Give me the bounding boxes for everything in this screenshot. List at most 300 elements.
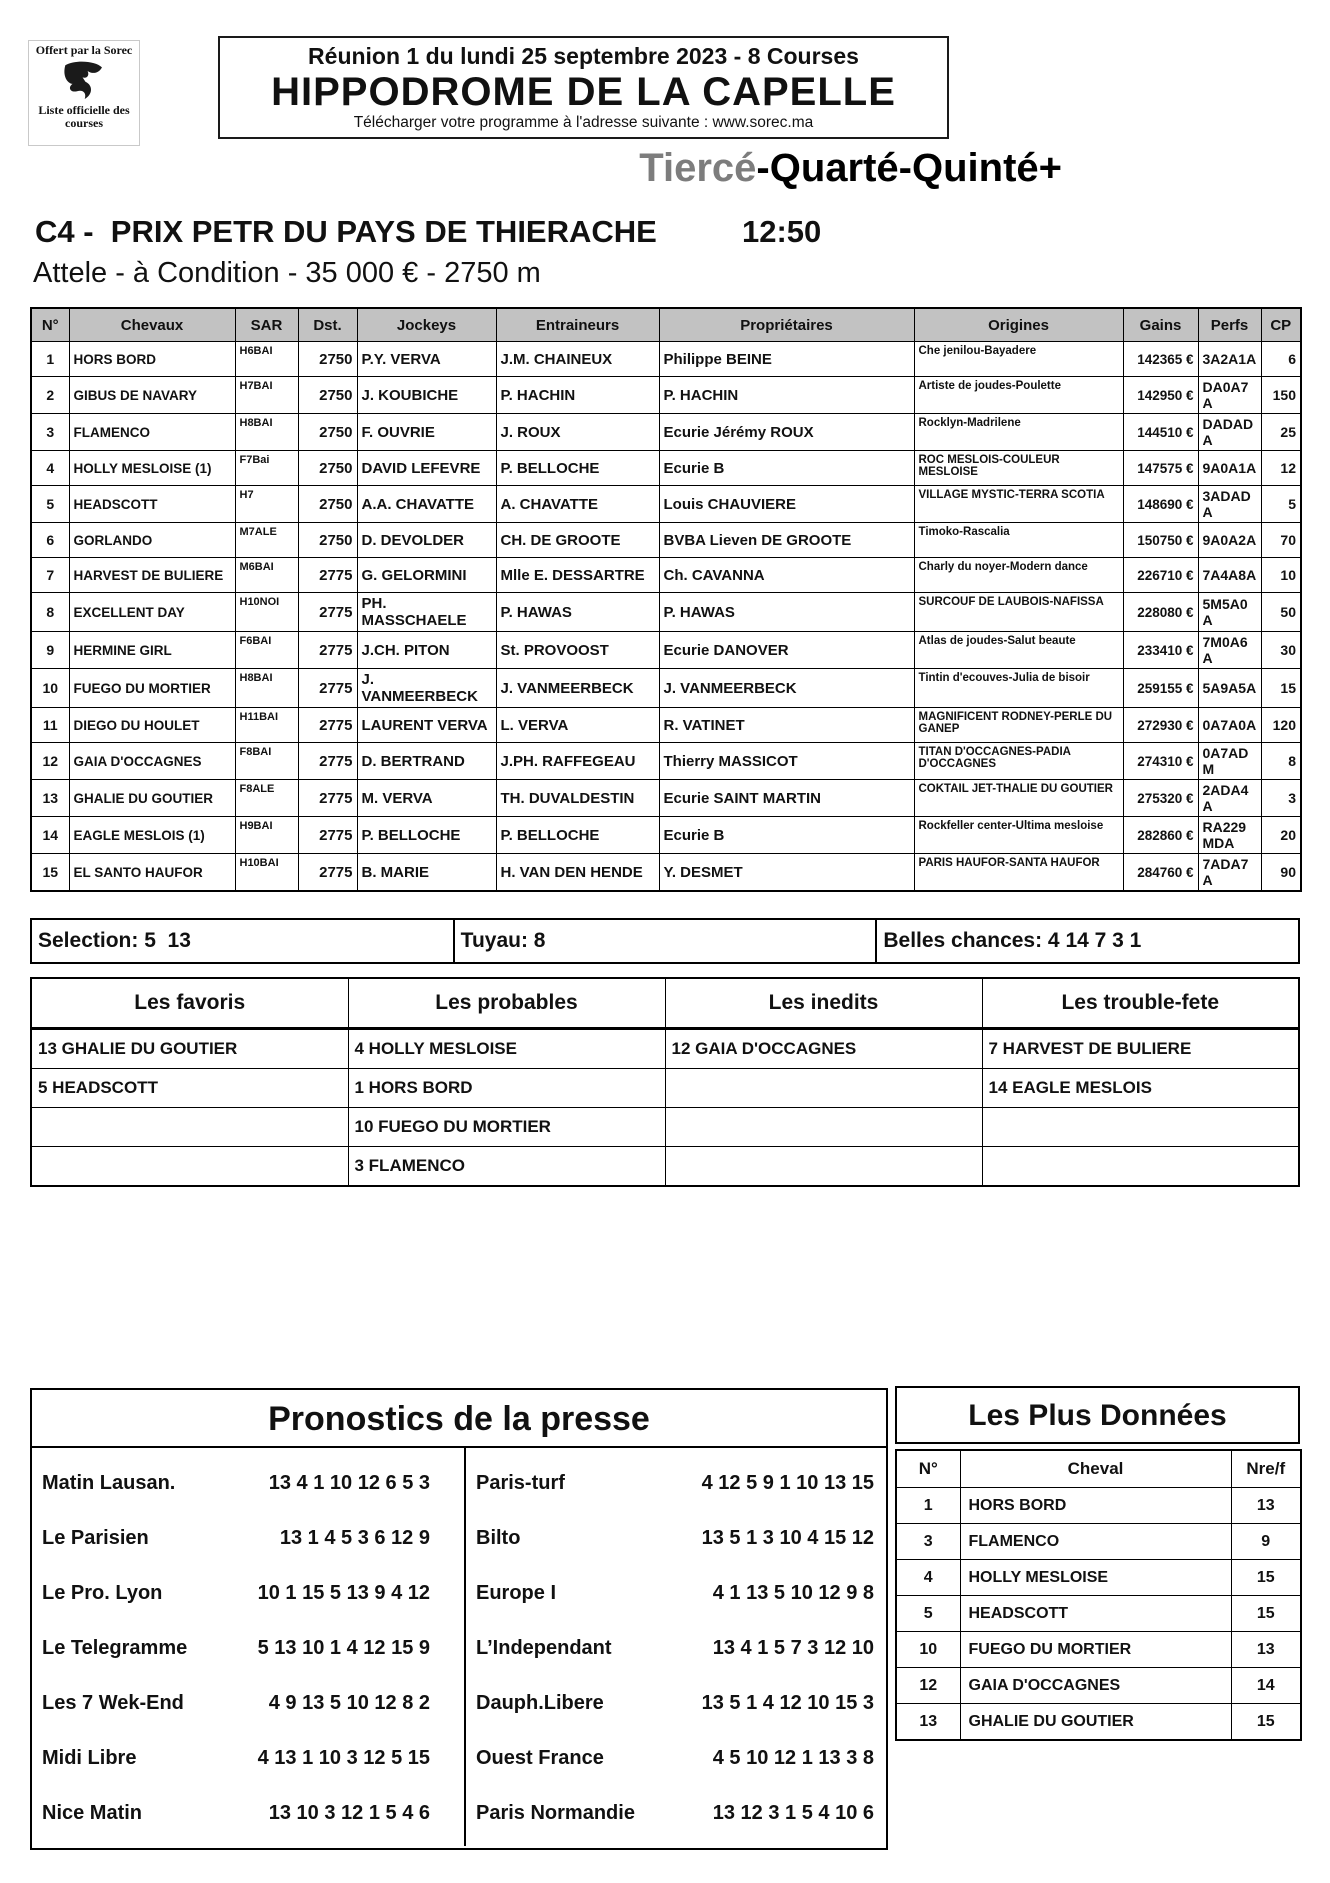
table-cell: RA229MDA — [1198, 817, 1261, 854]
table-row — [31, 708, 1301, 743]
horses-header-row — [31, 308, 1301, 342]
col-header-num: N° — [896, 1450, 960, 1488]
table-cell: 5 — [1261, 486, 1301, 523]
table-cell: EAGLE MESLOIS (1) — [69, 817, 235, 854]
table-cell: 15 — [1231, 1704, 1301, 1741]
table-cell: GIBUS DE NAVARY — [69, 377, 235, 414]
press-picks-numbers: 13 10 3 12 1 5 4 6 — [268, 1802, 430, 1824]
table-cell: H9BAI — [235, 817, 298, 854]
table-row — [31, 414, 1301, 451]
table-cell: 284760 € — [1123, 854, 1198, 892]
table-cell: 3 — [896, 1524, 960, 1560]
table-cell: L. VERVA — [496, 708, 659, 743]
table-cell: Louis CHAUVIERE — [659, 486, 914, 523]
table-cell: GORLANDO — [69, 523, 235, 558]
table-cell: Ch. CAVANNA — [659, 558, 914, 593]
table-cell: 4 — [31, 451, 69, 486]
press-row — [32, 1731, 464, 1786]
table-cell: 2750 — [298, 342, 357, 377]
plus-donnees-box — [895, 1386, 1300, 1741]
table-cell: 150750 € — [1123, 523, 1198, 558]
press-source-name: Dauph.Libere — [476, 1692, 604, 1714]
table-cell: HORS BORD — [960, 1488, 1231, 1524]
race-time: 12:50 — [742, 214, 822, 249]
plus-header-row — [896, 1450, 1301, 1488]
table-cell: GAIA D'OCCAGNES — [960, 1668, 1231, 1704]
table-cell: 6 — [1261, 342, 1301, 377]
table-cell: 142365 € — [1123, 342, 1198, 377]
table-cell: 2775 — [298, 669, 357, 708]
table-cell: 228080 € — [1123, 593, 1198, 632]
table-cell: 9A0A2A — [1198, 523, 1261, 558]
press-columns — [32, 1448, 886, 1846]
table-cell: 50 — [1261, 593, 1301, 632]
table-cell: 0A7A0A — [1198, 708, 1261, 743]
table-cell: H11BAI — [235, 708, 298, 743]
press-picks-numbers: 4 12 5 9 1 10 13 15 — [701, 1472, 874, 1494]
table-cell: H6BAI — [235, 342, 298, 377]
table-cell: 10 — [31, 669, 69, 708]
press-row — [32, 1566, 464, 1621]
table-cell: 10 — [896, 1632, 960, 1668]
table-cell: DAVID LEFEVRE — [357, 451, 496, 486]
race-title: C4 - PRIX PETR DU PAYS DE THIERACHE — [35, 214, 657, 249]
press-column-left — [32, 1448, 466, 1846]
table-cell: Ecurie B — [659, 451, 914, 486]
table-cell: 10 — [1261, 558, 1301, 593]
table-cell: R. VATINET — [659, 708, 914, 743]
table-cell: J.M. CHAINEUX — [496, 342, 659, 377]
press-source-name: Midi Libre — [42, 1747, 137, 1769]
table-cell: F8ALE — [235, 780, 298, 817]
table-cell: PH. MASSCHAELE — [357, 593, 496, 632]
table-row — [31, 780, 1301, 817]
table-cell: A. CHAVATTE — [496, 486, 659, 523]
table-cell: J. VANMEERBECK — [659, 669, 914, 708]
table-cell: PARIS HAUFOR-SANTA HAUFOR — [914, 854, 1123, 892]
table-cell: J.PH. RAFFEGEAU — [496, 743, 659, 780]
table-cell: VILLAGE MYSTIC-TERRA SCOTIA — [914, 486, 1123, 523]
press-source-name: Ouest France — [476, 1747, 604, 1769]
table-cell: D. DEVOLDER — [357, 523, 496, 558]
logo-caption-bottom: Liste officielle des courses — [38, 103, 130, 130]
table-cell: 2ADA4A — [1198, 780, 1261, 817]
table-cell: 144510 € — [1123, 414, 1198, 451]
table-row — [31, 1108, 1299, 1147]
col-header-entraineurs: Entraineurs — [496, 308, 659, 342]
table-cell: 14 EAGLE MESLOIS — [982, 1069, 1299, 1108]
press-row — [32, 1511, 464, 1566]
table-cell: J. KOUBICHE — [357, 377, 496, 414]
press-picks-numbers: 13 4 1 10 12 6 5 3 — [268, 1472, 430, 1494]
table-cell: 1 — [31, 342, 69, 377]
table-cell — [31, 1108, 348, 1147]
table-cell: HARVEST DE BULIERE — [69, 558, 235, 593]
download-url-line: Télécharger votre programme à l'adresse suivante : www.sorec.ma — [353, 114, 814, 131]
table-cell: 2750 — [298, 486, 357, 523]
bet-type-quarte-quinte: -Quarté-Quinté+ — [756, 146, 1062, 190]
table-cell: 2775 — [298, 743, 357, 780]
table-cell: 3ADADA — [1198, 486, 1261, 523]
col-header-chevaux: Chevaux — [69, 308, 235, 342]
table-cell: 7M0A6A — [1198, 632, 1261, 669]
table-cell: A.A. CHAVATTE — [357, 486, 496, 523]
press-column-right — [466, 1448, 886, 1846]
table-cell: 10 FUEGO DU MORTIER — [348, 1108, 665, 1147]
sorec-horse-icon — [58, 58, 110, 104]
table-cell: 13 — [896, 1704, 960, 1741]
col-header-sar: SAR — [235, 308, 298, 342]
table-cell: 275320 € — [1123, 780, 1198, 817]
table-cell: H7 — [235, 486, 298, 523]
table-row — [31, 1147, 1299, 1187]
table-cell: P. HAWAS — [659, 593, 914, 632]
table-cell: 7 HARVEST DE BULIERE — [982, 1029, 1299, 1069]
picks-table — [30, 977, 1300, 1187]
table-row — [31, 558, 1301, 593]
press-picks-numbers: 4 9 13 5 10 12 8 2 — [268, 1692, 430, 1714]
table-cell: 2775 — [298, 558, 357, 593]
table-cell: P. BELLOCHE — [496, 817, 659, 854]
table-cell: SURCOUF DE LAUBOIS-NAFISSA — [914, 593, 1123, 632]
press-row — [32, 1621, 464, 1676]
table-cell: Atlas de joudes-Salut beaute — [914, 632, 1123, 669]
press-row — [466, 1731, 886, 1786]
table-cell: M6BAI — [235, 558, 298, 593]
table-cell: D. BERTRAND — [357, 743, 496, 780]
table-cell: 2750 — [298, 414, 357, 451]
table-cell: CH. DE GROOTE — [496, 523, 659, 558]
table-cell: Artiste de joudes-Poulette — [914, 377, 1123, 414]
table-cell: J. VANMEERBECK — [357, 669, 496, 708]
table-cell: LAURENT VERVA — [357, 708, 496, 743]
table-row — [896, 1632, 1301, 1668]
table-cell: 6 — [31, 523, 69, 558]
table-cell: 0A7ADM — [1198, 743, 1261, 780]
table-cell: 12 — [1261, 451, 1301, 486]
table-cell: Charly du noyer-Modern dance — [914, 558, 1123, 593]
table-cell: FLAMENCO — [960, 1524, 1231, 1560]
table-cell: 147575 € — [1123, 451, 1198, 486]
table-cell — [982, 1147, 1299, 1187]
table-cell: H10BAI — [235, 854, 298, 892]
table-row — [31, 743, 1301, 780]
table-cell: FLAMENCO — [69, 414, 235, 451]
press-source-name: Le Pro. Lyon — [42, 1582, 163, 1604]
col-header-favoris: Les favoris — [31, 978, 348, 1029]
table-cell — [665, 1108, 982, 1147]
table-cell: 13 — [31, 780, 69, 817]
table-cell: 1 — [896, 1488, 960, 1524]
table-row — [31, 1069, 1299, 1108]
table-row — [31, 854, 1301, 892]
plus-donnees-title: Les Plus Données — [895, 1386, 1300, 1444]
table-cell: TITAN D'OCCAGNES-PADIA D'OCCAGNES — [914, 743, 1123, 780]
table-cell: 5A9A5A — [1198, 669, 1261, 708]
table-cell: 15 — [1231, 1560, 1301, 1596]
table-row — [896, 1488, 1301, 1524]
table-cell: H8BAI — [235, 414, 298, 451]
col-header-proprietaires: Propriétaires — [659, 308, 914, 342]
table-row — [31, 593, 1301, 632]
table-cell: Tintin d'ecouves-Julia de bisoir — [914, 669, 1123, 708]
table-cell: Ecurie B — [659, 817, 914, 854]
press-source-name: Le Parisien — [42, 1527, 149, 1549]
hippodrome-title: HIPPODROME DE LA CAPELLE — [271, 70, 896, 114]
table-cell: St. PROVOOST — [496, 632, 659, 669]
table-cell: EXCELLENT DAY — [69, 593, 235, 632]
table-cell: Y. DESMET — [659, 854, 914, 892]
table-cell: J. ROUX — [496, 414, 659, 451]
table-cell: 8 — [1261, 743, 1301, 780]
col-header-trouble-fete: Les trouble-fete — [982, 978, 1299, 1029]
press-picks-numbers: 13 5 1 4 12 10 15 3 — [701, 1692, 874, 1714]
table-cell: 3 — [31, 414, 69, 451]
table-cell: 5 HEADSCOTT — [31, 1069, 348, 1108]
table-cell: H7BAI — [235, 377, 298, 414]
table-cell: HOLLY MESLOISE — [960, 1560, 1231, 1596]
table-cell: HOLLY MESLOISE (1) — [69, 451, 235, 486]
table-cell: HEADSCOTT — [69, 486, 235, 523]
table-row — [31, 451, 1301, 486]
table-cell: HERMINE GIRL — [69, 632, 235, 669]
table-row — [31, 817, 1301, 854]
press-source-name: Le Telegramme — [42, 1637, 188, 1659]
table-cell: 282860 € — [1123, 817, 1198, 854]
press-source-name: Nice Matin — [42, 1802, 143, 1824]
table-cell: 9 — [1231, 1524, 1301, 1560]
table-row — [31, 1029, 1299, 1069]
col-header-gains: Gains — [1123, 308, 1198, 342]
table-cell: P. BELLOCHE — [496, 451, 659, 486]
table-cell: 12 — [31, 743, 69, 780]
table-cell: 20 — [1261, 817, 1301, 854]
table-cell: 2750 — [298, 377, 357, 414]
table-cell: Rocklyn-Madrilene — [914, 414, 1123, 451]
table-cell: 259155 € — [1123, 669, 1198, 708]
table-cell: 13 GHALIE DU GOUTIER — [31, 1029, 348, 1069]
bet-types-heading — [520, 146, 1062, 191]
table-row — [896, 1524, 1301, 1560]
col-header-dst: Dst. — [298, 308, 357, 342]
selection-bar — [30, 918, 1300, 964]
sorec-logo — [28, 40, 140, 146]
col-header-perfs: Perfs — [1198, 308, 1261, 342]
table-cell: 2775 — [298, 817, 357, 854]
table-cell: 2775 — [298, 632, 357, 669]
press-row — [32, 1676, 464, 1731]
table-row — [896, 1560, 1301, 1596]
bet-type-tierce: Tiercé — [639, 146, 757, 190]
press-title: Pronostics de la presse — [32, 1390, 886, 1448]
press-source-name: Europe I — [476, 1582, 557, 1604]
table-row — [31, 523, 1301, 558]
table-cell: Ecurie SAINT MARTIN — [659, 780, 914, 817]
press-picks-numbers: 13 4 1 5 7 3 12 10 — [712, 1637, 874, 1659]
picks-header-row — [31, 978, 1299, 1029]
press-picks-numbers: 5 13 10 1 4 12 15 9 — [257, 1637, 430, 1659]
table-cell: P. HACHIN — [496, 377, 659, 414]
header-banner — [218, 36, 949, 139]
table-cell: P.Y. VERVA — [357, 342, 496, 377]
table-cell: 90 — [1261, 854, 1301, 892]
table-cell: M. VERVA — [357, 780, 496, 817]
press-row — [466, 1786, 886, 1841]
table-cell: 14 — [31, 817, 69, 854]
table-cell: 120 — [1261, 708, 1301, 743]
table-cell: 233410 € — [1123, 632, 1198, 669]
table-cell: G. GELORMINI — [357, 558, 496, 593]
table-cell: P. HAWAS — [496, 593, 659, 632]
table-cell: 272930 € — [1123, 708, 1198, 743]
col-header-cheval: Cheval — [960, 1450, 1231, 1488]
table-cell: 2775 — [298, 854, 357, 892]
table-cell: 15 — [1231, 1596, 1301, 1632]
col-header-inedits: Les inedits — [665, 978, 982, 1029]
table-cell: 9A0A1A — [1198, 451, 1261, 486]
press-row — [466, 1456, 886, 1511]
table-cell — [665, 1069, 982, 1108]
table-cell: M7ALE — [235, 523, 298, 558]
table-cell: 226710 € — [1123, 558, 1198, 593]
table-cell: 5 — [896, 1596, 960, 1632]
table-cell: 25 — [1261, 414, 1301, 451]
table-cell: H10NOI — [235, 593, 298, 632]
table-cell: 9 — [31, 632, 69, 669]
press-picks-numbers: 10 1 15 5 13 9 4 12 — [257, 1582, 430, 1604]
table-cell: 3 — [1261, 780, 1301, 817]
table-row — [896, 1596, 1301, 1632]
col-header-origines: Origines — [914, 308, 1123, 342]
table-cell: 13 — [1231, 1488, 1301, 1524]
meeting-info: Réunion 1 du lundi 25 septembre 2023 - 8 Courses — [308, 43, 859, 69]
table-cell: Thierry MASSICOT — [659, 743, 914, 780]
table-cell: F8BAI — [235, 743, 298, 780]
col-header-cp: CP — [1261, 308, 1301, 342]
table-cell — [982, 1108, 1299, 1147]
table-cell: FUEGO DU MORTIER — [69, 669, 235, 708]
table-cell: J.CH. PITON — [357, 632, 496, 669]
table-cell: F6BAI — [235, 632, 298, 669]
table-cell: 11 — [31, 708, 69, 743]
press-picks-numbers: 13 1 4 5 3 6 12 9 — [279, 1527, 430, 1549]
tuyau-value: Tuyau: 8 — [455, 920, 878, 962]
table-cell: Ecurie Jérémy ROUX — [659, 414, 914, 451]
table-cell: 4 HOLLY MESLOISE — [348, 1029, 665, 1069]
press-prognostics-box — [30, 1388, 888, 1850]
table-cell: ROC MESLOIS-COULEUR MESLOISE — [914, 451, 1123, 486]
col-header-num: N° — [31, 308, 69, 342]
table-cell: HORS BORD — [69, 342, 235, 377]
table-cell: J. VANMEERBECK — [496, 669, 659, 708]
table-cell: 12 — [896, 1668, 960, 1704]
table-cell: 7ADA7A — [1198, 854, 1261, 892]
table-cell: 2775 — [298, 780, 357, 817]
table-cell: 8 — [31, 593, 69, 632]
logo-caption-top: Offert par la Sorec — [35, 43, 133, 57]
horses-table — [30, 307, 1302, 892]
table-cell: 14 — [1231, 1668, 1301, 1704]
table-row — [31, 632, 1301, 669]
table-cell: 274310 € — [1123, 743, 1198, 780]
table-cell: MAGNIFICENT RODNEY-PERLE DU GANEP — [914, 708, 1123, 743]
table-row — [31, 669, 1301, 708]
table-cell: Timoko-Rascalia — [914, 523, 1123, 558]
table-cell: Mlle E. DESSARTRE — [496, 558, 659, 593]
table-cell: 13 — [1231, 1632, 1301, 1668]
press-picks-numbers: 13 12 3 1 5 4 10 6 — [712, 1802, 874, 1824]
table-row — [31, 486, 1301, 523]
table-cell: 1 HORS BORD — [348, 1069, 665, 1108]
press-row — [466, 1676, 886, 1731]
table-cell: 150 — [1261, 377, 1301, 414]
press-picks-numbers: 4 1 13 5 10 12 9 8 — [712, 1582, 874, 1604]
table-cell: Che jenilou-Bayadere — [914, 342, 1123, 377]
table-cell: HEADSCOTT — [960, 1596, 1231, 1632]
table-cell — [665, 1147, 982, 1187]
table-cell: 2750 — [298, 523, 357, 558]
table-cell: DIEGO DU HOULET — [69, 708, 235, 743]
table-cell: F. OUVRIE — [357, 414, 496, 451]
table-cell: 148690 € — [1123, 486, 1198, 523]
table-cell: 15 — [1261, 669, 1301, 708]
press-row — [466, 1566, 886, 1621]
table-cell: 70 — [1261, 523, 1301, 558]
table-cell: Philippe BEINE — [659, 342, 914, 377]
table-cell: P. HACHIN — [659, 377, 914, 414]
table-cell: 5 — [31, 486, 69, 523]
table-cell: F7Bai — [235, 451, 298, 486]
table-cell: 7A4A8A — [1198, 558, 1261, 593]
table-cell: DADADA — [1198, 414, 1261, 451]
table-cell: H8BAI — [235, 669, 298, 708]
press-row — [32, 1786, 464, 1841]
table-cell: H. VAN DEN HENDE — [496, 854, 659, 892]
press-picks-numbers: 4 13 1 10 3 12 5 15 — [257, 1747, 430, 1769]
table-cell: P. BELLOCHE — [357, 817, 496, 854]
table-cell — [31, 1147, 348, 1187]
col-header-jockeys: Jockeys — [357, 308, 496, 342]
table-cell: 15 — [31, 854, 69, 892]
press-picks-numbers: 13 5 1 3 10 4 15 12 — [701, 1527, 874, 1549]
table-cell: DA0A7A — [1198, 377, 1261, 414]
table-row — [31, 377, 1301, 414]
table-cell: TH. DUVALDESTIN — [496, 780, 659, 817]
press-source-name: Paris Normandie — [476, 1802, 635, 1824]
table-cell: 3A2A1A — [1198, 342, 1261, 377]
table-cell: 3 FLAMENCO — [348, 1147, 665, 1187]
table-cell: 142950 € — [1123, 377, 1198, 414]
table-cell: Ecurie DANOVER — [659, 632, 914, 669]
press-source-name: L’Independant — [476, 1637, 612, 1659]
press-source-name: Les 7 Wek-End — [42, 1692, 184, 1714]
table-cell: GHALIE DU GOUTIER — [69, 780, 235, 817]
race-conditions: Attele - à Condition - 35 000 € - 2750 m — [33, 257, 541, 289]
table-cell: Rockfeller center-Ultima mesloise — [914, 817, 1123, 854]
table-cell: 12 GAIA D'OCCAGNES — [665, 1029, 982, 1069]
belles-chances-value: Belles chances: 4 14 7 3 1 — [883, 929, 1142, 952]
table-cell: BVBA Lieven DE GROOTE — [659, 523, 914, 558]
table-cell: GHALIE DU GOUTIER — [960, 1704, 1231, 1741]
press-picks-numbers: 4 5 10 12 1 13 3 8 — [712, 1747, 874, 1769]
press-row — [32, 1456, 464, 1511]
table-cell: 2775 — [298, 708, 357, 743]
table-cell: 2750 — [298, 451, 357, 486]
table-cell: 4 — [896, 1560, 960, 1596]
table-cell: 5M5A0A — [1198, 593, 1261, 632]
table-cell: 2775 — [298, 593, 357, 632]
table-row — [896, 1668, 1301, 1704]
